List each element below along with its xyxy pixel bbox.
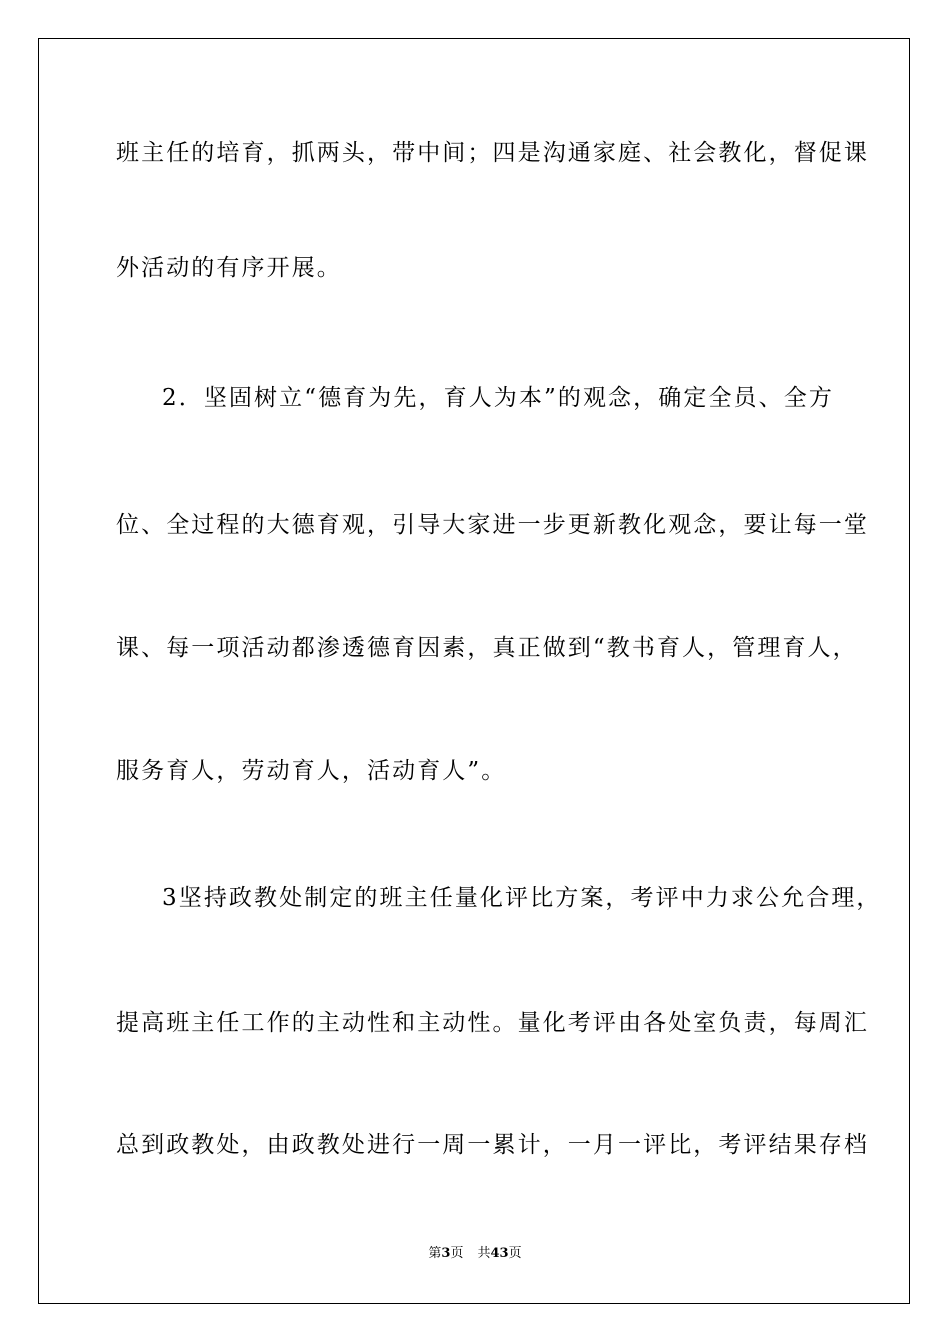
text-line-6: 服务育人，劳动育人，活动育人”。 <box>116 758 507 784</box>
footer-page-suffix: 页 <box>450 1246 464 1261</box>
text-line-4: 位、全过程的大德育观，引导大家进一步更新教化观念，要让每一堂 <box>116 512 869 538</box>
footer-page-prefix: 第 <box>428 1246 442 1261</box>
text-line-5: 课、每一项活动都渗透德育因素，真正做到“教书育人，管理育人， <box>116 635 858 661</box>
footer-total-prefix: 共 <box>477 1246 491 1261</box>
footer-total-number: 43 <box>490 1246 509 1261</box>
page-footer <box>0 1246 950 1262</box>
text-line-3: 2．坚固树立“德育为先，育人为本”的观念，确定全员、全方 <box>162 385 834 411</box>
text-line-8: 提高班主任工作的主动性和主动性。量化考评由各处室负责，每周汇 <box>116 1010 869 1036</box>
footer-total-suffix: 页 <box>508 1246 522 1261</box>
footer-page-number: 3 <box>441 1246 451 1261</box>
text-line-2: 外活动的有序开展。 <box>116 255 342 281</box>
page-border <box>38 38 910 1304</box>
text-line-9: 总到政教处，由政教处进行一周一累计，一月一评比，考评结果存档 <box>116 1132 869 1158</box>
text-line-1: 班主任的培育，抓两头，带中间；四是沟通家庭、社会教化，督促课 <box>116 140 869 166</box>
text-line-7: 3坚持政教处制定的班主任量化评比方案，考评中力求公允合理， <box>162 885 882 911</box>
